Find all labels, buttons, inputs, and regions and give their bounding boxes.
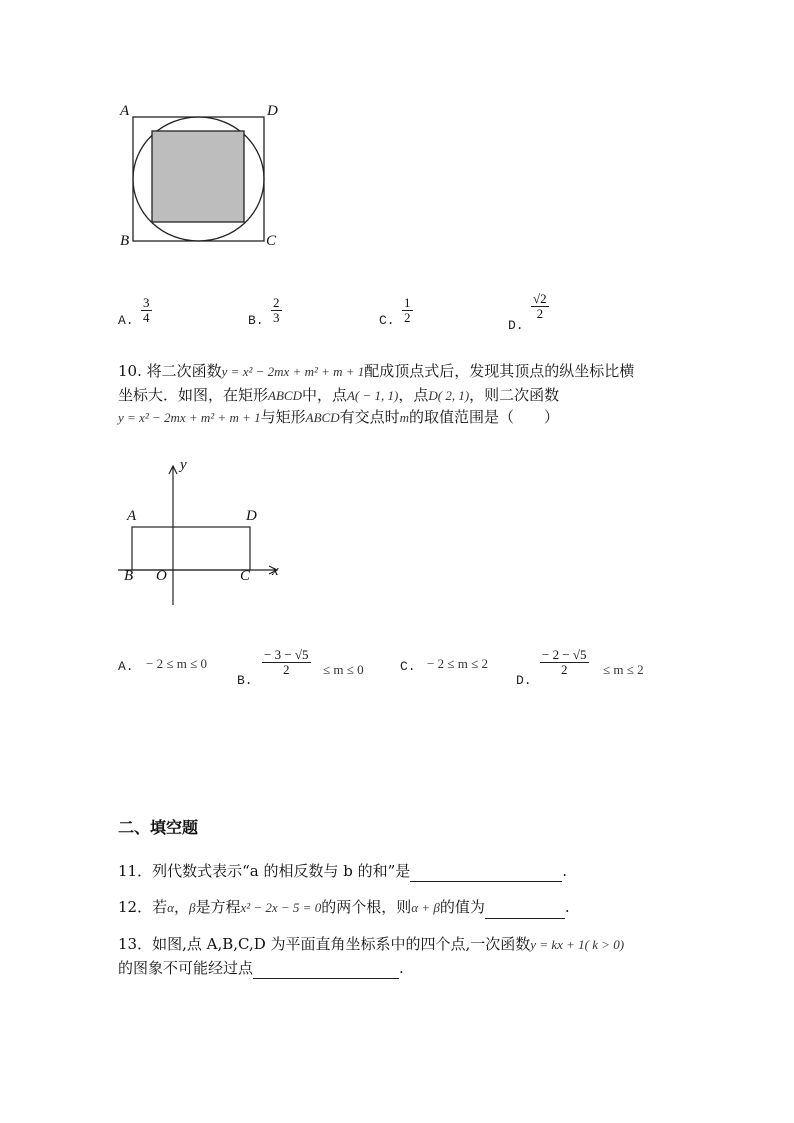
q12-comma: ， [173,898,189,916]
q10-option-d-numerator: − 2 − √5 [542,647,587,662]
section-title: 二、填空题 [118,818,199,837]
q12-beta: β [188,900,196,915]
q9-option-a-fraction [141,296,152,325]
q12-alpha: α [167,900,174,915]
q13-text2: 的图象不可能经过点 [118,959,254,977]
q10-option-b-numerator: − 3 − √5 [264,647,309,662]
q10-text6: ，则二次函数 [469,386,560,404]
figure-coordinate-rect [116,455,296,615]
q9-option-d-fraction [531,292,549,321]
q9-option-b-letter[interactable]: B. [248,313,264,328]
rectangle-abcd [132,527,250,570]
q10-point-d: D( 2, 1) [428,388,470,403]
axis-label-y: y [180,457,187,473]
q10-option-c-letter[interactable]: C. [400,659,416,674]
q10-rect-repeat: ABCD [305,410,340,425]
q10-rect: ABCD [268,388,302,403]
q12-text3: 的两个根，则 [321,898,412,916]
q9-option-a-letter[interactable]: A. [118,313,134,328]
q11-answer-blank[interactable] [410,865,562,882]
q9-option-d-letter[interactable]: D. [508,318,524,333]
point-label-c: C [240,568,251,584]
q13-text1: 如图,点 A,B,C,D 为平面直角坐标系中的四个点,一次函数 [152,935,531,953]
figure-square-circle [116,100,286,260]
q10-point-a: A( − 1, 1) [346,388,399,403]
q9-option-b-denominator: 3 [273,310,280,325]
q10-line2 [118,384,559,407]
q12 [118,896,570,919]
q9-option-a-denominator: 4 [143,310,150,325]
q10-text1: 将二次函数 [146,362,222,380]
q12-text1: 若 [152,898,168,916]
q11-number: 11． [118,862,153,880]
q10-option-b-letter[interactable]: B. [237,673,253,688]
label-b: B [120,233,130,249]
q10-text7: 与矩形 [260,408,306,426]
q10-text9: 的取值范围是（ ） [409,408,560,426]
q10-option-d-rest: ≤ m ≤ 2 [603,662,644,677]
q10-func-repeat: y = x² − 2mx + m² + m + 1 [118,410,261,425]
q12-sum: α + β [411,900,440,915]
point-label-o: O [156,568,167,584]
label-d: D [267,103,278,119]
q9-option-b-fraction [271,296,282,325]
q9-option-c-numerator: 1 [404,295,411,310]
point-label-d: D [246,508,257,524]
q10-number: 10. [118,362,142,380]
q10-option-d-fraction [540,648,589,677]
q13-answer-blank[interactable] [253,962,399,979]
q10-line3 [118,406,559,429]
q13-end: . [399,959,404,977]
q12-text4: 的值为 [439,898,485,916]
q10-line1 [118,360,634,383]
q10-option-a-expr: − 2 ≤ m ≤ 0 [146,656,207,671]
q10-option-b-fraction [262,648,311,677]
q12-equation: x² − 2x − 5 = 0 [240,900,322,915]
q10-option-d-denominator: 2 [561,662,568,677]
q12-number: 12． [118,898,153,916]
q10-func: y = x² − 2mx + m² + m + 1 [221,364,365,379]
q13-func: y = kx + 1( k > 0) [530,937,625,952]
q9-option-c-denominator: 2 [404,310,411,325]
q13-line2 [118,957,404,979]
q9-option-c-letter[interactable]: C. [379,313,395,328]
q11-end: . [562,862,568,880]
q10-text5: ，点 [398,386,429,404]
q13-number: 13． [118,935,153,953]
square-circle-svg [116,100,286,260]
q9-option-c-fraction [402,296,413,325]
q10-m: m [399,410,410,425]
q10-text3: 坐标大．如图，在矩形 [118,386,269,404]
q9-option-b-numerator: 2 [273,295,280,310]
q9-option-d-numerator: √2 [533,291,547,306]
q13-line1 [118,933,624,956]
q10-text8: 有交点时 [339,408,400,426]
q10-option-a-letter[interactable]: A. [118,659,134,674]
coordinate-rect-svg [116,455,296,615]
q11-text: 列代数式表示“a 的相反数与 b 的和”是 [152,862,411,880]
q12-text2: 是方程 [195,898,241,916]
q10-text2: 配成顶点式后，发现其顶点的纵坐标比横 [364,362,635,380]
q9-option-a-numerator: 3 [143,295,150,310]
shaded-square [152,131,244,222]
q10-option-b-denominator: 2 [283,662,290,677]
q9-option-d-denominator: 2 [536,306,544,321]
label-a: A [120,103,130,119]
point-label-a: A [127,508,137,524]
q11 [118,860,567,882]
label-c: C [266,233,277,249]
q10-option-c-expr: − 2 ≤ m ≤ 2 [427,656,488,671]
axis-label-x: x [272,563,279,579]
q10-text4: 中，点 [301,386,347,404]
q10-option-d-letter[interactable]: D. [516,673,532,688]
q12-end: . [564,898,570,916]
q10-option-b-rest: ≤ m ≤ 0 [323,662,364,677]
q12-answer-blank[interactable] [485,902,565,919]
point-label-b: B [124,568,134,584]
